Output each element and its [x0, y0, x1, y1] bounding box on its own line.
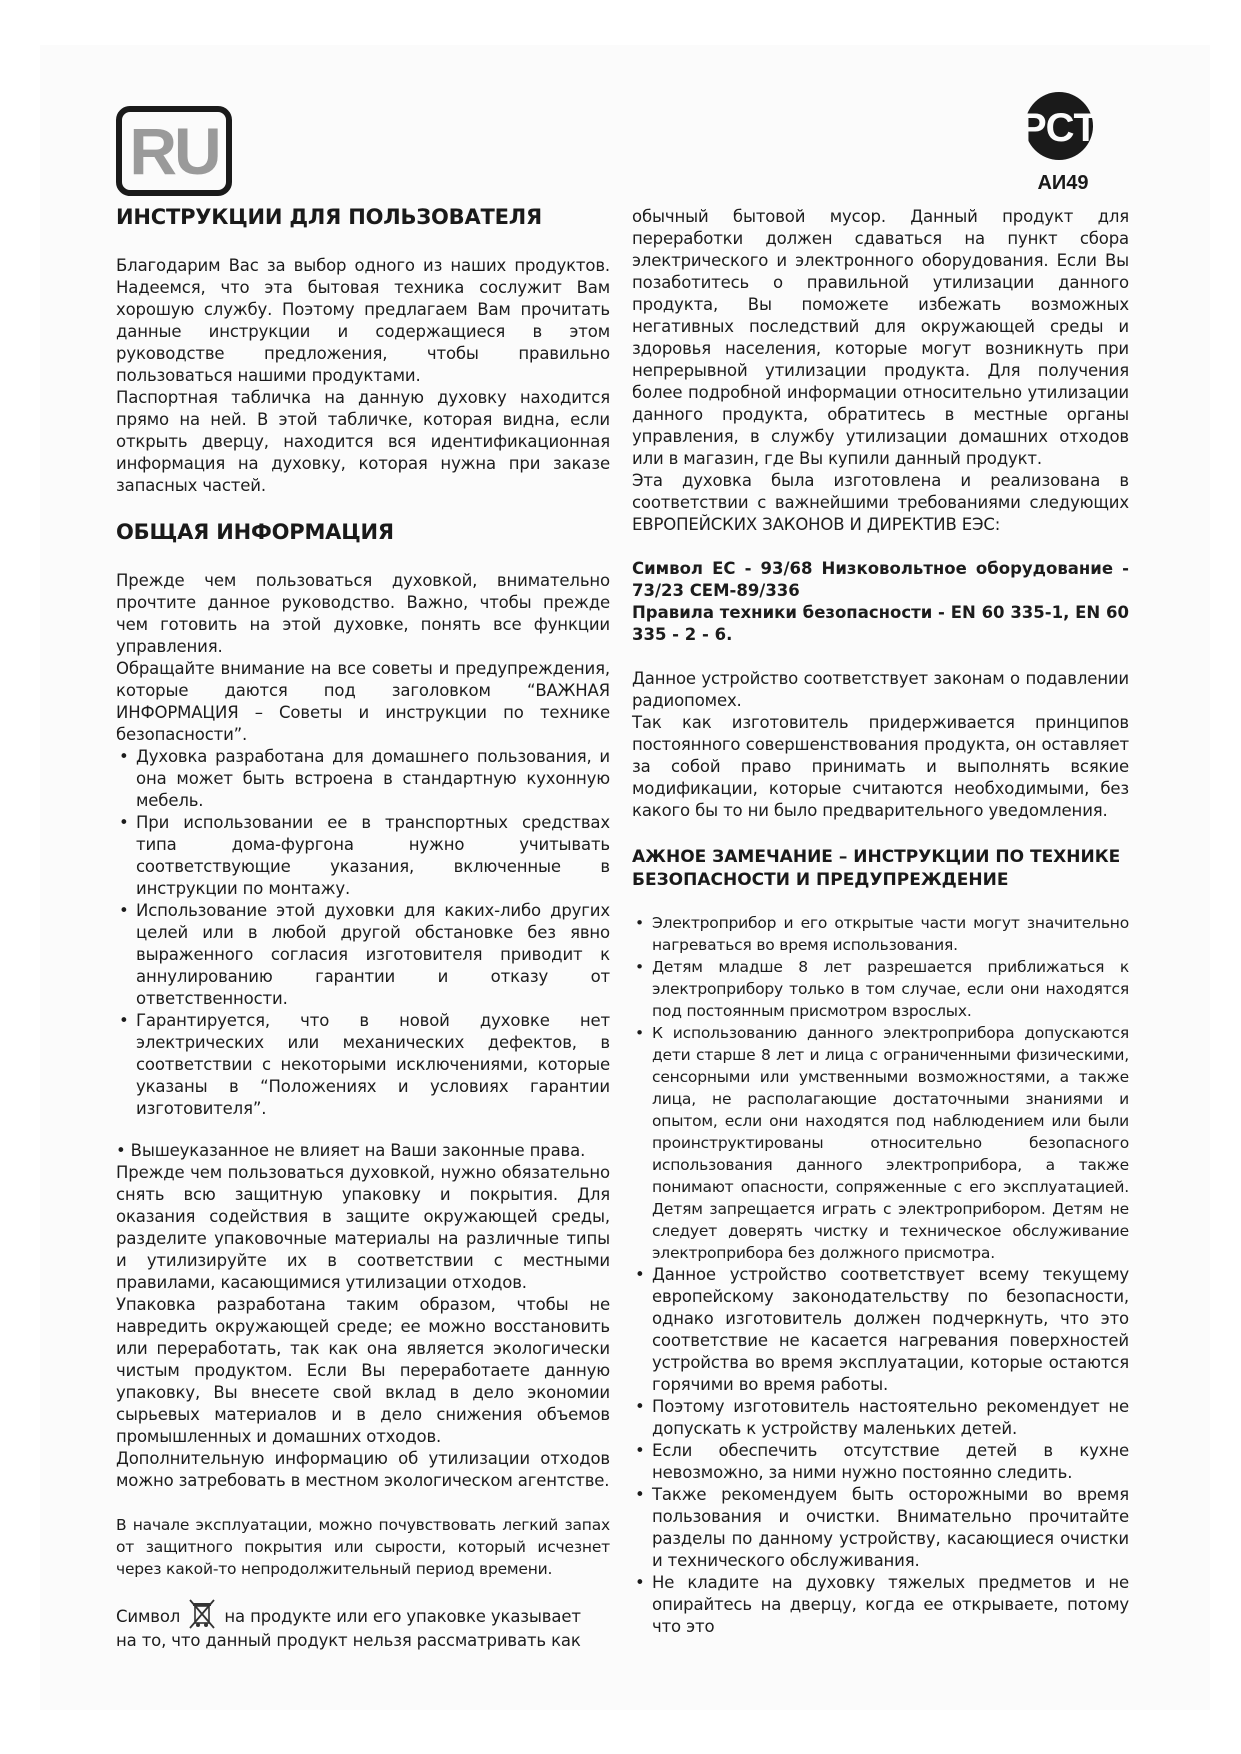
paragraph-rating-plate: Паспортная табличка на данную духовку находится прямо на ней. В этой табличке, которая видна, если открыть дверцу, находится вся идентификационная информация на духовку, которая нужна при заказе запасных частей. — [116, 388, 610, 495]
paragraph-improvement: Так как изготовитель придерживается принципов постоянного совершенствования продукта, он оставляет за собой право принимать и выполнять всякие модификации, которые считаются необходимыми, без какого бы то ни было предварительного уведомления. — [632, 713, 1129, 820]
list-item: • При использовании ее в транспортных средствах типа дома-фургона нужно учитывать соответствующие указания, включенные в инструкции по монтажу. — [116, 812, 610, 900]
cert-code: АИ49 — [1037, 172, 1089, 194]
title-general-info: ОБЩАЯ ИНФОРМАЦИЯ — [116, 520, 394, 544]
symbol-text-before: Символ — [116, 1607, 181, 1626]
paragraph-packaging-design: Упаковка разработана таким образом, чтобы не навредить окружающей среде; ее можно восстановить или переработать, так как она является экологически чистым продуктом. Если Вы переработаете данную упаковку, Вы внесете свой вклад в дело экономии сырьевых материалов и в дело снижения объемов промышленных и домашних отходов. — [116, 1295, 610, 1446]
title-safety-warning: АЖНОЕ ЗАМЕЧАНИЕ – ИНСТРУКЦИИ ПО ТЕХНИКЕ БЕЗОПАСНОСТИ И ПРЕДУПРЕЖДЕНИЕ — [632, 847, 1121, 890]
crossed-out-wheelie-bin-icon — [187, 1598, 217, 1630]
list-item: • Детям младше 8 лет разрешается приближаться к электроприбору только в том случае, если они находятся под постоянным присмотром взрослых. — [632, 956, 1129, 1022]
list-item: • Если обеспечить отсутствие детей в кухне невозможно, за ними нужно постоянно следить. — [632, 1440, 1129, 1484]
paragraph-initial-smell: В начале эксплуатации, можно почувствовать легкий запах от защитного покрытия или сырости, который исчезнет через какой-то непродолжительный период времени. — [116, 1516, 610, 1578]
language-badge: RU — [116, 106, 232, 196]
right-column — [632, 206, 1129, 1638]
rst-certification-icon — [1015, 86, 1115, 194]
safety-bullet-list-2 — [632, 1264, 1129, 1638]
list-item: • Духовка разработана для домашнего пользования, и она может быть встроена в стандартную кухонную мебель. — [116, 746, 610, 812]
list-item: • К использованию данного электроприбора допускаются дети старше 8 лет и лица с ограниченными физическими, сенсорными или умственными возможностями, а также лица, не располагающие достаточными знаниями и опытом, если они находятся под наблюдением или были проинструктированы относительно безопасного использования данного электроприбора, а также понимают опасности, сопряженные с его эксплуатацией. Детям запрещается играть с электроприбором. Детям не следует доверять чистку и техническое обслуживание электроприбора без должного присмотра. — [632, 1022, 1129, 1264]
paragraph-eu-directives: Эта духовка была изготовлена и реализована в соответствии с важнейшими требованиями следующих ЕВРОПЕЙСКИХ ЗАКОНОВ И ДИРЕКТИВ ЕЭС: — [632, 471, 1129, 534]
paragraph-ec-safety-rules: Правила техники безопасности - EN 60 335-1, EN 60 335 - 2 - 6. — [632, 603, 1129, 644]
symbol-text-after: на продукте или его упаковке указывает — [224, 1607, 581, 1626]
paragraph-thanks: Благодарим Вас за выбор одного из наших продуктов. Надеемся, что эта бытовая техника сослужит Вам хорошую службу. Поэтому предлагаем Вам прочитать данные инструкции и содержащиеся в этом руководстве предложения, чтобы правильно пользоваться нашими продуктами. — [116, 256, 610, 385]
list-item: • Поэтому изготовитель настоятельно рекомендует не допускать к устройству маленьких детей. — [632, 1396, 1129, 1440]
paragraph-weee-symbol — [116, 1598, 610, 1652]
general-bullet-list — [116, 746, 610, 1120]
list-item: • Электроприбор и его открытые части могут значительно нагреваться во время использования. — [632, 912, 1129, 956]
list-item: • Гарантируется, что в новой духовке нет электрических или механических дефектов, в соответствии с некоторыми исключениями, которые указаны в “Положениях и условиях гарантии изготовителя”. — [116, 1010, 610, 1120]
paragraph-attention: Обращайте внимание на все советы и предупреждения, которые даются под заголовком “ВАЖНАЯ ИНФОРМАЦИЯ – Советы и инструкции по технике безопасности”. — [116, 659, 610, 744]
safety-bullet-list — [632, 912, 1129, 1264]
title-user-instructions: ИНСТРУКЦИИ ДЛЯ ПОЛЬЗОВАТЕЛЯ — [116, 205, 542, 229]
cert-mark: РСТ — [1019, 106, 1099, 150]
list-item: • Также рекомендуем быть осторожными во время пользования и очистки. Внимательно прочитайте разделы по данному устройству, касающиеся очистки и технического обслуживания. — [632, 1484, 1129, 1572]
paragraph-ec-symbol: Символ ЕС - 93/68 Низковольтное оборудование - 73/23 СЕМ-89/336 — [632, 559, 1129, 600]
paragraph-legal-rights: • Вышеуказанное не влияет на Ваши законные права. — [116, 1141, 586, 1160]
paragraph-packaging-removal: Прежде чем пользоваться духовкой, нужно обязательно снять всю защитную упаковку и покрытия. Для оказания содействия в защите окружающей среды, разделите упаковочные материалы на различные типы и утилизируйте их в соответствии с местными правилами, касающимися утилизации отходов. — [116, 1163, 610, 1292]
paragraph-radio-interference: Данное устройство соответствует законам о подавлении радиопомех. — [632, 669, 1129, 710]
list-item: • Данное устройство соответствует всему текущему европейскому законодательству по безопасности, однако изготовитель должен подчеркнуть, что это соответствие не касается нагревания поверхностей устройства во время эксплуатации, которые остаются горячими во время работы. — [632, 1264, 1129, 1396]
list-item: • Не кладите на духовку тяжелых предметов и не опирайтесь на дверцу, когда ее открываете, потому что это — [632, 1572, 1129, 1638]
list-item: • Использование этой духовки для каких-либо других целей или в любой другой обстановке без явно выраженного согласия изготовителя приводит к аннулированию гарантии и отказу от ответственности. — [116, 900, 610, 1010]
symbol-text-line2: на то, что данный продукт нельзя рассматривать как — [116, 1631, 581, 1650]
paragraph-before-use: Прежде чем пользоваться духовкой, внимательно прочтите данное руководство. Важно, чтобы прежде чем готовить на этой духовке, понять все функции управления. — [116, 571, 610, 656]
left-column — [116, 205, 610, 1652]
paragraph-disposal-info: Дополнительную информацию об утилизации отходов можно затребовать в местном экологическом агентстве. — [116, 1449, 610, 1490]
paragraph-disposal-continue: обычный бытовой мусор. Данный продукт для переработки должен сдаваться на пункт сбора электрического и электронного оборудования. Если Вы позаботитесь о правильной утилизации данного продукта, Вы поможете избежать возможных негативных последствий для окружающей среды и здоровья населения, которые могут возникнуть при непрерывной утилизации продукта. Для получения более подробной информации относительно утилизации данного продукта, обратитесь в местные органы управления, в службу утилизации домашних отходов или в магазин, где Вы купили данный продукт. — [632, 207, 1129, 468]
